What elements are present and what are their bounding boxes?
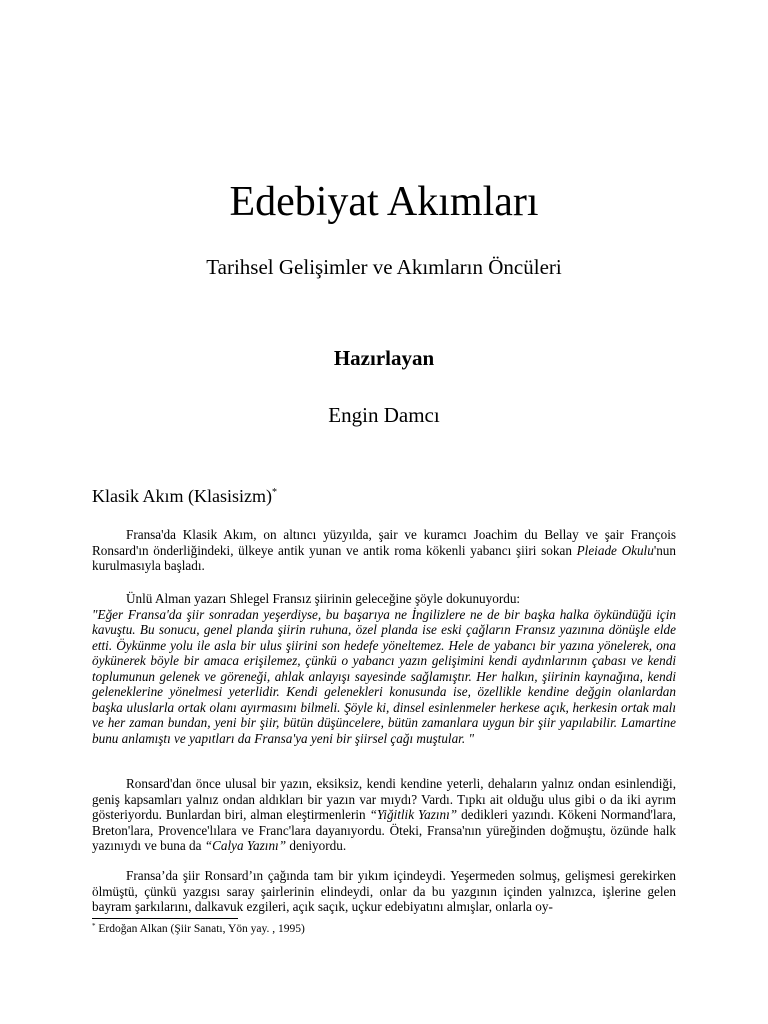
paragraph-2-intro: Ünlü Alman yazarı Shlegel Fransız şiirinin geleceğine şöyle dokunuyordu: <box>126 591 521 606</box>
footnote-reference: * <box>271 487 277 498</box>
author-name: Engin Damcı <box>328 403 440 427</box>
section-heading <box>92 484 277 508</box>
footnote-marker: * <box>92 922 96 930</box>
footnote-text: Erdoğan Alkan (Şiir Sanatı, Yön yay. , 1995) <box>95 923 305 935</box>
paragraph-3-italic-2: “Calya Yazını” <box>204 838 287 853</box>
paragraph-3-text-b: dedikleri yazındı. Kökeni Normand'lara, Breton'lara, Provence'lılara ve Franc'lara dayanıyordu. Öteki, Fransa'nın yüreğinden doğmuştu, özünde halk yazınıydı ve buna da <box>92 807 676 853</box>
paragraph-2 <box>92 591 676 746</box>
paragraph-2-quote: "Eğer Fransa'da şiir sonradan yeşerdiyse, bu başarıya ne İngilizlere ne de bir başka halka öykündüğü için kavuştu. Bu sonucu, genel planda şiirin ruhuna, özel planda ise eski çağların Fransız yazınına dönüşle elde etti. Öykünme yolu ile asla bir ulus şiirini son hedefe yöneltemez. Hele de yabancı bir yazına yönelerek, ona öykünerek böyle bir amaca erişilemez, çünkü o yabancı yazın gelişimini kendi aydınlarının çabası ve kendi toplumunun gelenek ve göreneği, ahlak anlayışı sayesinde sağlamıştır. Her halkın, şiirinin kaynağına, kendi geleneklerine yönelmesi yeterlidir. Kendi gelenekleri konusunda ise, özellikle kendine değgin olanlardan başka uluslarla ortak olanı ayırmasını bilmeli. Şöyle ki, dinsel esinlenmeler herkese açık, herkesin ortak malı ve her zaman bundan, yeni bir şiir, bütün düşüncelere, bütün zamanlara uygun bir şiir yapılabilir. Lamartine bunu anlamıştı ve yapıtları da Fransa'ya yeni bir şiirsel çağı muştular. " <box>92 606 676 746</box>
footnote <box>92 922 305 936</box>
section-heading-text: Klasik Akım (Klasisizm) <box>92 486 272 506</box>
paragraph-3-text-a: Ronsard'dan önce ulusal bir yazın, eksiksiz, kendi kendine yeterli, dehaların yalnız ondan esinlendiği, geniş kapsamları yalnız ondan aldıkları bir yazın var mıydı? Vardı. Tıpkı ait olduğu ulus gibi o da iki ayrım gösteriyordu. Bunlardan biri, alman eleştirmenlerin <box>92 776 676 822</box>
paragraph-1-text-b: 'nun kurulmasıyla başladı. <box>92 542 676 573</box>
paragraph-1-italic: Pleiade Okulu <box>576 542 654 558</box>
paragraph-3-text-c: deniyordu. <box>286 838 347 853</box>
paragraph-3 <box>92 776 676 854</box>
document-title: Edebiyat Akımları <box>229 179 539 225</box>
document-subtitle: Tarihsel Gelişimler ve Akımların Öncüleri <box>206 255 562 279</box>
paragraph-4 <box>92 868 676 915</box>
paragraph-3-italic-1: “Yiğitlik Yazını” <box>369 807 458 822</box>
prepared-by-label: Hazırlayan <box>333 346 435 370</box>
paragraph-1 <box>92 527 676 574</box>
paragraph-4-text: Fransa’da şiir Ronsard’ın çağında tam bir yıkım içindeydi. Yeşermeden solmuş, gelişmesi gerekirken ölmüştü, çünkü yazgısı saray şairlerinin elindeydi, onlar da bu yazgının içinden yalnızca, işlerine gelen bayram şarkılarını, dalkavuk ezgileri, açık saçık, uçkur edebiyatını almışlar, onlarla oy- <box>92 868 676 914</box>
paragraph-1-text-a: Fransa'da Klasik Akım, on altıncı yüzyılda, şair ve kuramcı Joachim du Bellay ve şair François Ronsard'ın önderliğindeki, ülkeye antik yunan ve antik roma kökenli yabancı şiiri sokan <box>92 527 676 558</box>
footnote-divider <box>92 918 238 919</box>
